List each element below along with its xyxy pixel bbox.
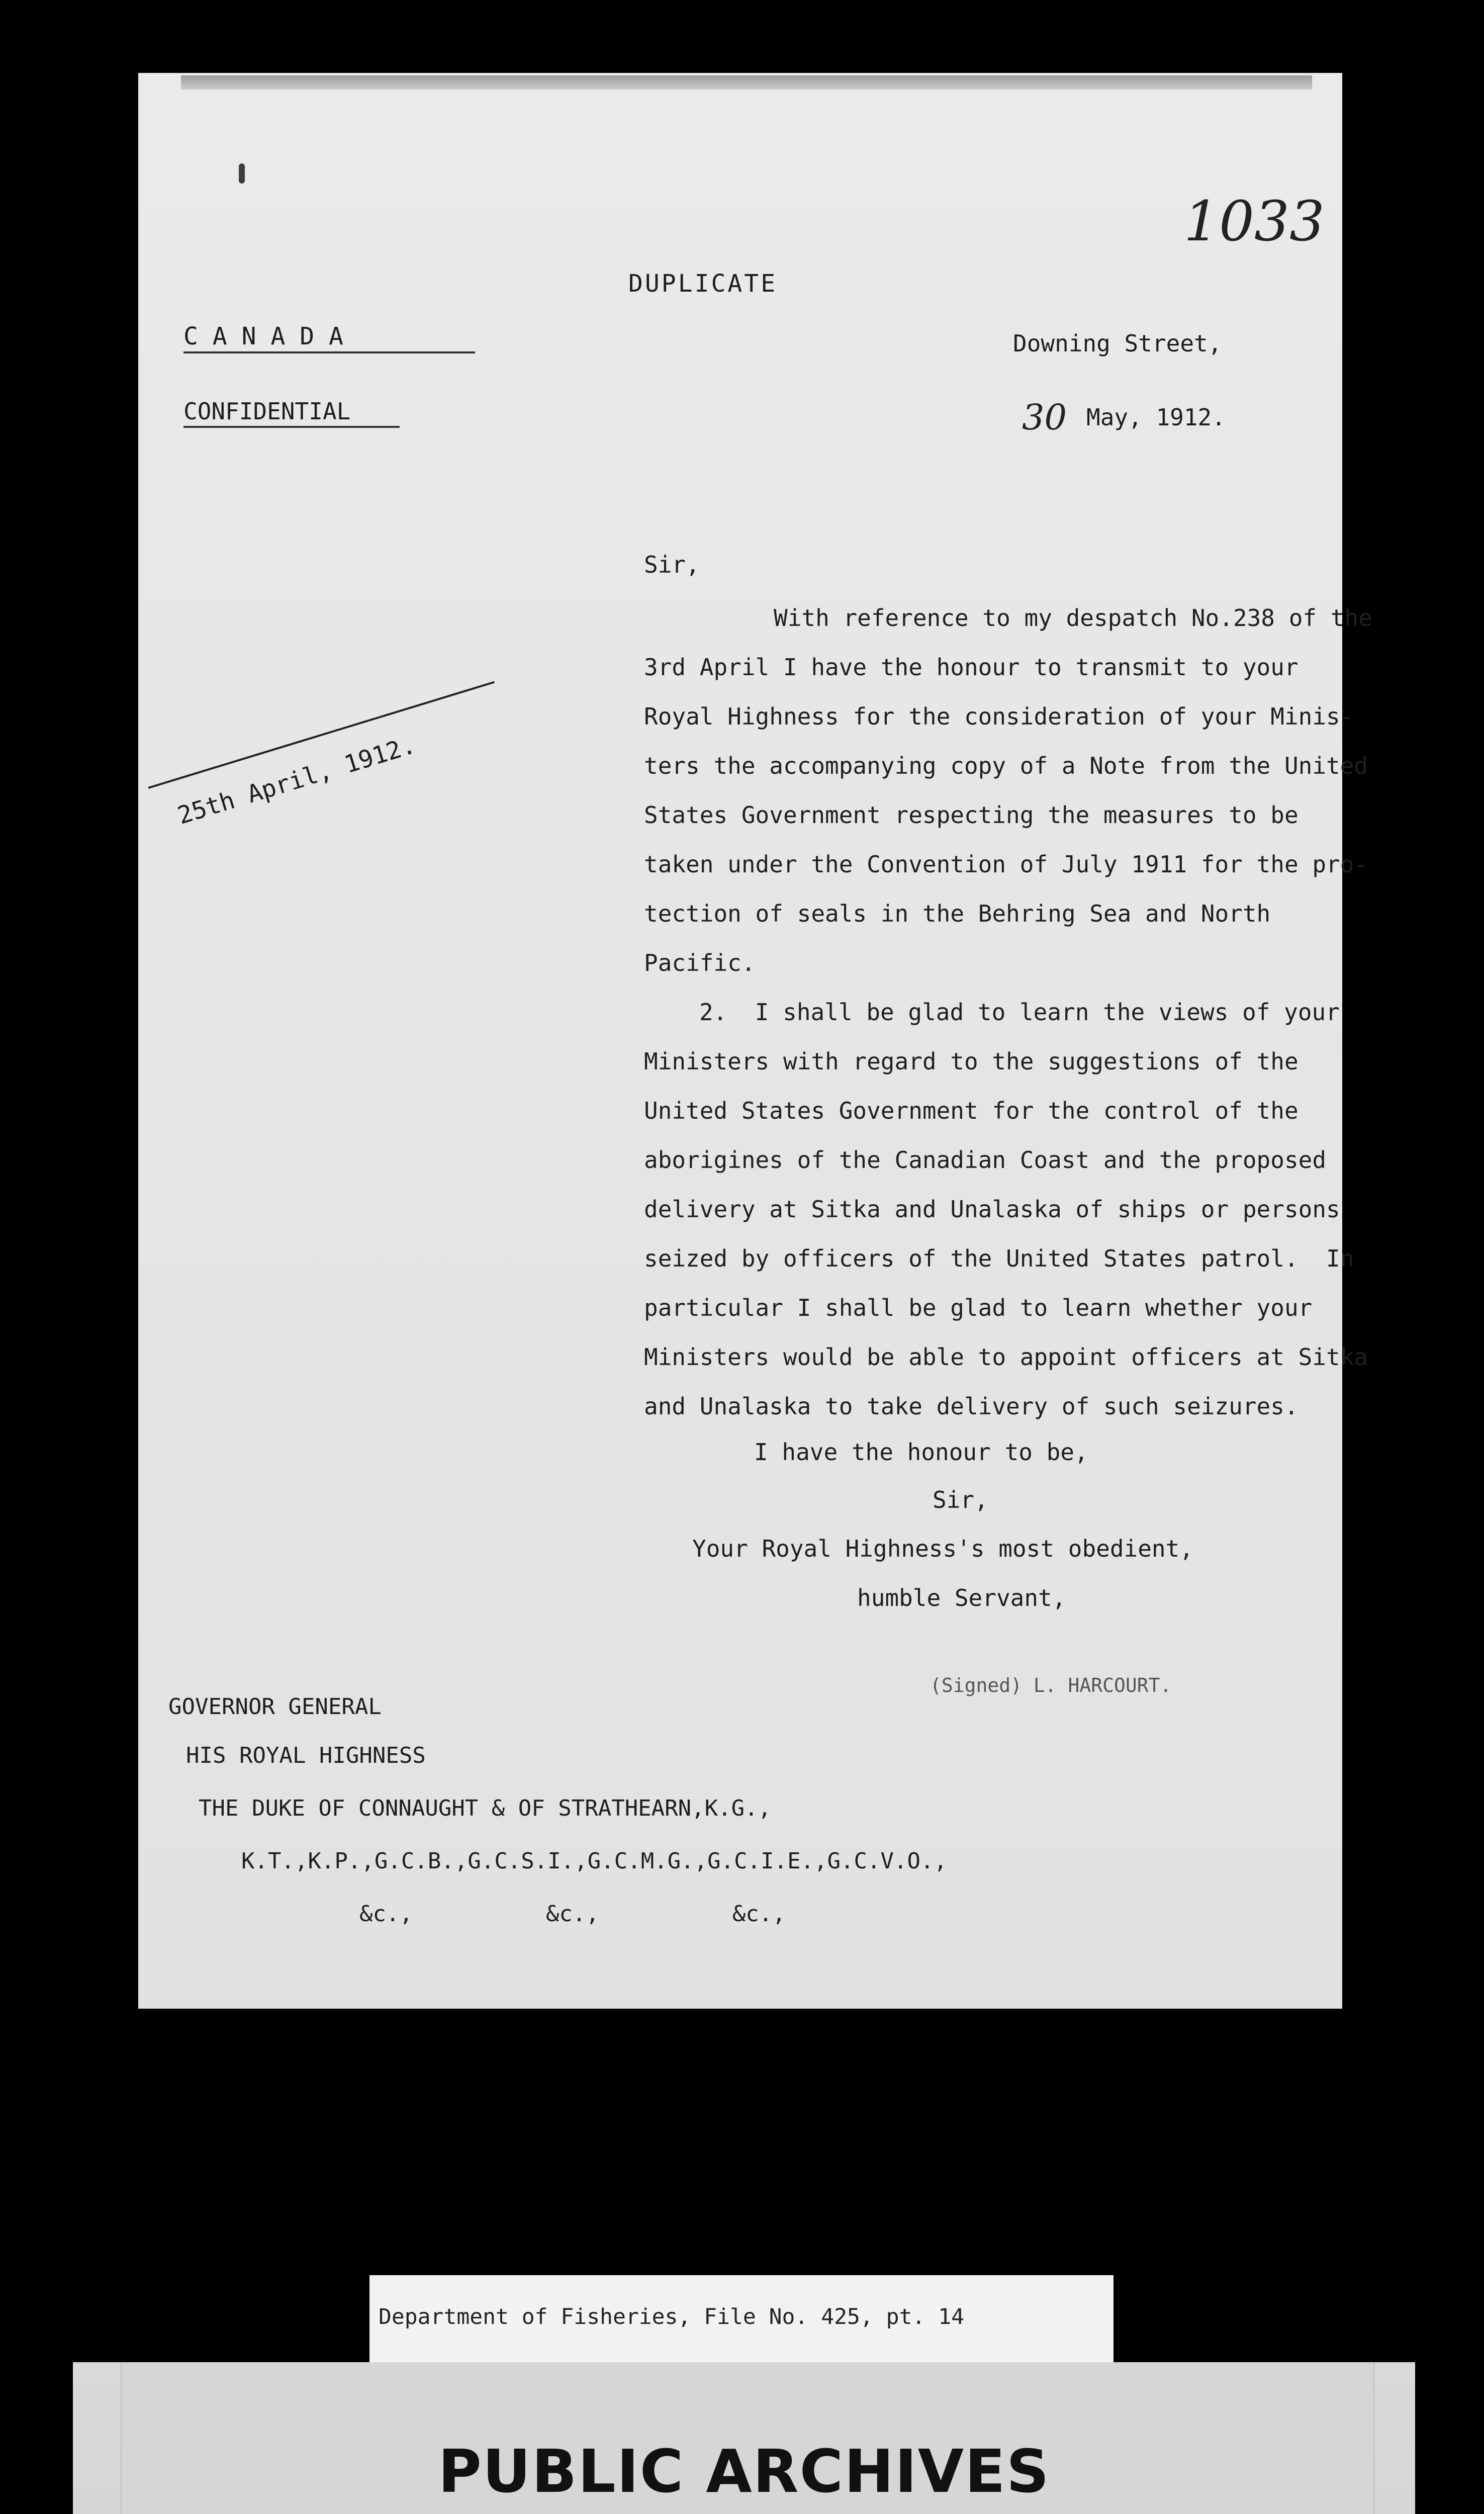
salutation: Sir, <box>644 551 700 578</box>
body-line: seized by officers of the United States patrol. In <box>644 1245 1354 1272</box>
addressee-line: &c., &c., &c., <box>359 1901 786 1927</box>
body-line: With reference to my despatch No.238 of the <box>774 604 1372 632</box>
body-line: Pacific. <box>644 949 756 976</box>
signature: (Signed) L. HARCOURT. <box>930 1674 1172 1696</box>
body-line: Ministers would be able to appoint officers at Sitka <box>644 1343 1368 1371</box>
closing-line: Sir, <box>933 1486 988 1513</box>
date-day: 30 <box>1022 397 1067 438</box>
letter-page <box>138 73 1372 2009</box>
top-edge-shadow <box>181 75 1312 89</box>
body-line: States Government respecting the measures to be <box>644 801 1298 829</box>
country-heading: C A N A D A <box>183 324 475 353</box>
file-label-text: Department of Fisheries, File No. 425, pt. 14 <box>379 2304 964 2329</box>
closing-line: I have the honour to be, <box>754 1439 1088 1466</box>
archives-line-1: PUBLIC ARCHIVES <box>438 2437 1050 2506</box>
body-line: Ministers with regard to the suggestions of the <box>644 1048 1298 1075</box>
body-line: Royal Highness for the consideration of your Minis- <box>644 703 1354 730</box>
margin-note: 25th April, 1912. <box>174 731 419 830</box>
closing-line: Your Royal Highness's most obedient, <box>692 1535 1193 1562</box>
closing-line: humble Servant, <box>857 1584 1066 1611</box>
body-line: particular I shall be glad to learn whether your <box>644 1294 1313 1321</box>
duplicate-stamp: DUPLICATE <box>628 270 778 298</box>
body-line: taken under the Convention of July 1911 for the pro- <box>644 851 1368 878</box>
body-line: aborigines of the Canadian Coast and the proposed <box>644 1146 1327 1174</box>
body-line: delivery at Sitka and Unalaska of ships or persons <box>644 1196 1340 1223</box>
date-line: May, 1912. <box>1086 404 1226 431</box>
addressee-line: HIS ROYAL HIGHNESS <box>186 1743 426 1768</box>
body-line: ters the accompanying copy of a Note from the United <box>644 752 1368 779</box>
body-line: 2. I shall be glad to learn the views of your <box>699 999 1340 1026</box>
addressee-line: GOVERNOR GENERAL <box>168 1694 382 1720</box>
body-line: 3rd April I have the honour to transmit to your <box>644 654 1298 681</box>
addressee-line: THE DUKE OF CONNAUGHT & OF STRATHEARN,K.G., <box>199 1795 772 1821</box>
body-line: and Unalaska to take delivery of such seizures. <box>644 1393 1298 1420</box>
file-label <box>369 2275 1114 2363</box>
folio-number: 1033 <box>1184 189 1325 253</box>
hole-punch-mark <box>239 163 245 184</box>
body-line: United States Government for the control of the <box>644 1097 1298 1124</box>
addressee-line: K.T.,K.P.,G.C.B.,G.C.S.I.,G.C.M.G.,G.C.I.E.,G.C.V.O., <box>241 1848 947 1874</box>
archives-stamp <box>73 2362 1415 2514</box>
classification-heading: CONFIDENTIAL <box>183 400 400 428</box>
body-line: tection of seals in the Behring Sea and North <box>644 900 1271 927</box>
address-line: Downing Street, <box>1013 330 1222 357</box>
